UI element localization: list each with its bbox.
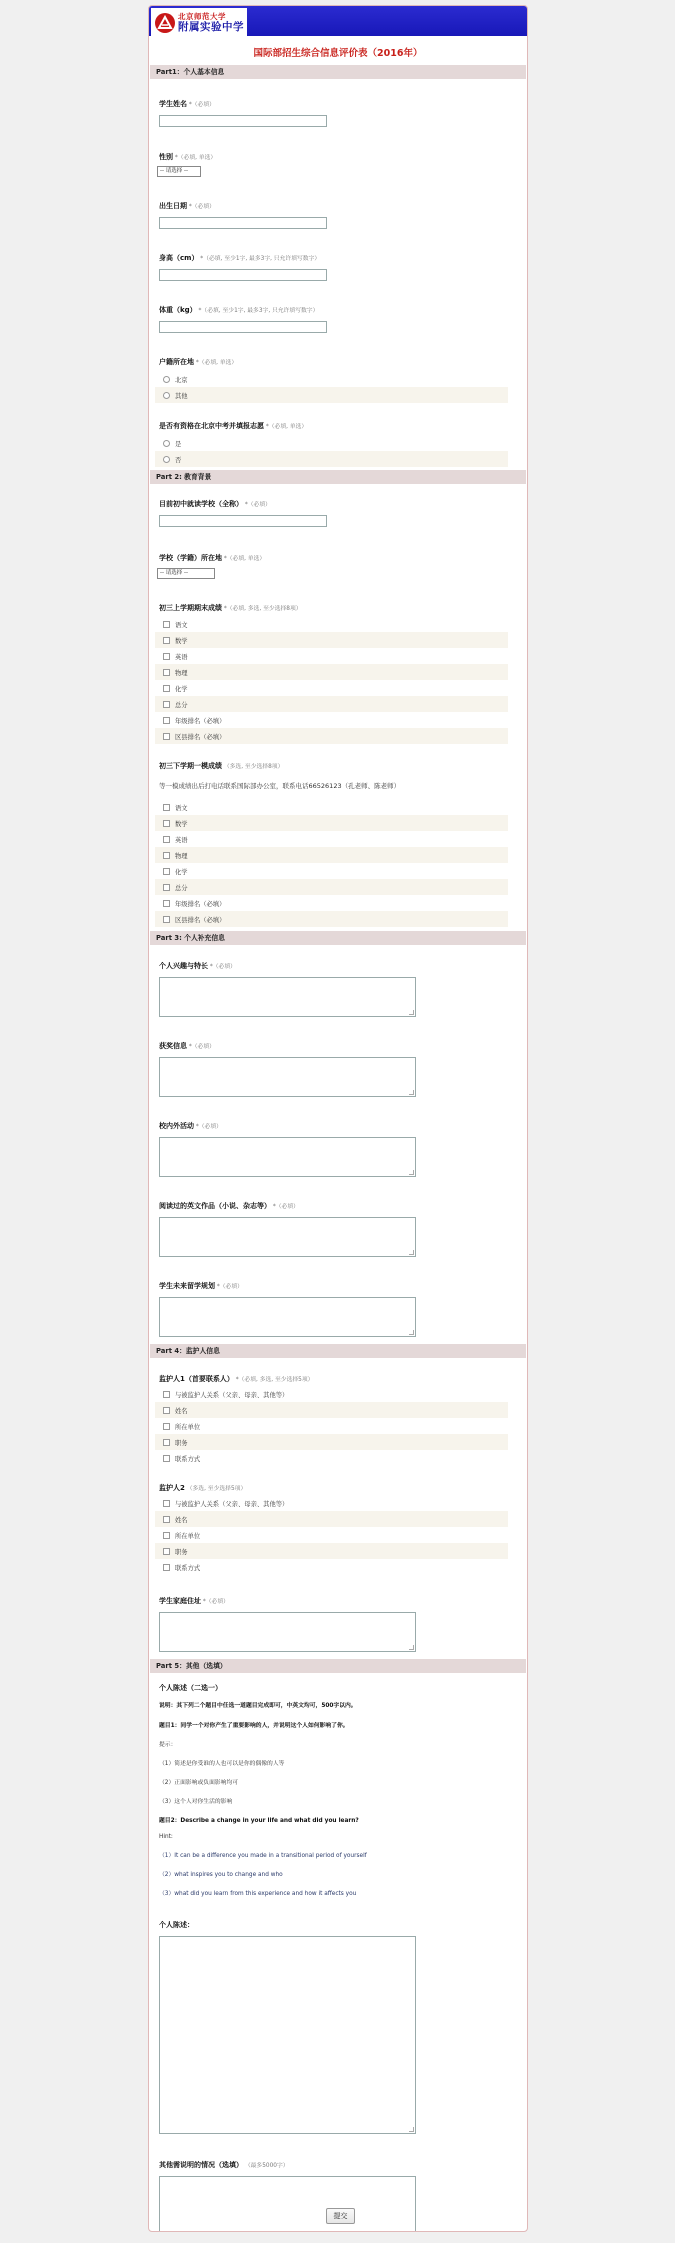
- checkbox-option[interactable]: [155, 1450, 508, 1466]
- option-label: 否: [175, 456, 182, 464]
- question-label: 目前初中就读学校（全称）: [159, 500, 243, 508]
- question-hint: *（必填, 至少1字, 最多3字, 只允许填写数字）: [196, 308, 319, 314]
- question-hint: *（必填）: [187, 102, 215, 108]
- question-label: 获奖信息: [159, 1042, 187, 1050]
- question-label: 学生未来留学规划: [159, 1282, 215, 1290]
- question-label: 个人陈述（二选一）: [159, 1684, 222, 1692]
- option-label: 是: [175, 440, 182, 448]
- option-label: 英语: [175, 653, 188, 661]
- question-label: 体重（kg）: [159, 306, 197, 314]
- checkbox-option[interactable]: [155, 1402, 508, 1418]
- option-label: 职务: [175, 1439, 188, 1447]
- checkbox-option[interactable]: [155, 616, 508, 632]
- checkbox-option[interactable]: [155, 1527, 508, 1543]
- option-label: 数学: [175, 820, 188, 828]
- radio-icon[interactable]: [163, 456, 170, 463]
- question-hint: *（必填）: [243, 502, 271, 508]
- option-label: 年级排名（必填）: [175, 900, 226, 908]
- question-label: 学生姓名: [159, 100, 187, 108]
- question-guardian2: [155, 1475, 527, 1575]
- header-bar: [149, 6, 527, 36]
- option-label: 区县排名（必填）: [175, 916, 226, 924]
- question-hint: *（必填）: [215, 1284, 243, 1290]
- checkbox-option[interactable]: [155, 712, 508, 728]
- statement-instruction: 说明：其下列二个题目中任选一道题目完成即可，中英文均可，500字以内。: [159, 1703, 357, 1709]
- question-label: 阅读过的英文作品（小说、杂志等）: [159, 1202, 271, 1210]
- question-hint: （多选, 至少选择5项）: [184, 1486, 247, 1492]
- activity-textarea[interactable]: [159, 1137, 416, 1177]
- question-hint: *（必填, 至少1字, 最多3字, 只允许填写数字）: [198, 256, 321, 262]
- question-hint: *（必填, 单选）: [194, 360, 238, 366]
- radio-option[interactable]: [155, 387, 508, 403]
- checkbox-icon[interactable]: [163, 621, 170, 628]
- checkbox-icon[interactable]: [163, 1407, 170, 1414]
- checkbox-icon[interactable]: [163, 804, 170, 811]
- award-textarea[interactable]: [159, 1057, 416, 1097]
- checkbox-icon[interactable]: [163, 1391, 170, 1398]
- question-hint: （最多5000字）: [243, 2163, 289, 2169]
- radio-icon[interactable]: [163, 440, 170, 447]
- name-input[interactable]: [159, 115, 327, 127]
- statement-instruction: （3）what did you learn from this experience and how it affects you: [159, 1891, 357, 1897]
- question-hint: *（必填, 多选, 至少选择8项）: [222, 606, 302, 612]
- checkbox-icon[interactable]: [163, 1423, 170, 1430]
- question-plan: [155, 1273, 527, 1337]
- question-hint: *（必填）: [271, 1204, 299, 1210]
- question-label: 身高（cm）: [159, 254, 199, 262]
- question-label: 初三上学期期末成绩: [159, 604, 222, 612]
- option-label: 联系方式: [175, 1564, 201, 1572]
- option-label: 其他: [175, 392, 188, 400]
- checkbox-icon[interactable]: [163, 1532, 170, 1539]
- section-part2: Part 2: 教育背景: [150, 470, 526, 484]
- checkbox-option[interactable]: [155, 911, 508, 927]
- radio-option[interactable]: [155, 435, 508, 451]
- checkbox-option[interactable]: [155, 728, 508, 744]
- checkbox-icon[interactable]: [163, 637, 170, 644]
- checkbox-icon[interactable]: [163, 1548, 170, 1555]
- checkbox-icon[interactable]: [163, 1500, 170, 1507]
- radio-icon[interactable]: [163, 376, 170, 383]
- option-label: 与被监护人关系（父亲、母亲、其他等）: [175, 1500, 289, 1508]
- other-textarea[interactable]: [159, 2176, 416, 2232]
- option-label: 所在单位: [175, 1423, 201, 1431]
- height-input[interactable]: [159, 269, 327, 281]
- option-label: 姓名: [175, 1407, 188, 1415]
- checkbox-option[interactable]: [155, 696, 508, 712]
- question-address: [155, 1588, 527, 1652]
- question-reading: [155, 1193, 527, 1257]
- checkbox-option[interactable]: [155, 1434, 508, 1450]
- checkbox-option[interactable]: [155, 1511, 508, 1527]
- checkbox-option[interactable]: [155, 1543, 508, 1559]
- option-label: 职务: [175, 1548, 188, 1556]
- question-hint: *（必填）: [201, 1599, 229, 1605]
- checkbox-option[interactable]: [155, 680, 508, 696]
- checkbox-icon[interactable]: [163, 1516, 170, 1523]
- option-label: 数学: [175, 637, 188, 645]
- statement-textarea[interactable]: [159, 1936, 416, 2134]
- checkbox-option[interactable]: [155, 1495, 508, 1511]
- checkbox-option[interactable]: [155, 815, 508, 831]
- question-label: 个人兴趣与特长: [159, 962, 208, 970]
- form-title: 国际部招生综合信息评价表（2016年）: [253, 48, 423, 59]
- checkbox-option[interactable]: [155, 1418, 508, 1434]
- checkbox-option[interactable]: [155, 863, 508, 879]
- question-grade3-final: [155, 595, 527, 744]
- question-exam: [155, 413, 527, 467]
- option-label: 所在单位: [175, 1532, 201, 1540]
- hobby-textarea[interactable]: [159, 977, 416, 1017]
- question-label: 其他需说明的情况（选填）: [159, 2161, 243, 2169]
- weight-input[interactable]: [159, 321, 327, 333]
- logo-line1: 北京师范大学: [178, 12, 226, 21]
- question-label: 学校（学籍）所在地: [159, 554, 222, 562]
- option-label: 北京: [175, 376, 188, 384]
- school-location-select[interactable]: -- 请选择 --: [157, 568, 215, 579]
- question-weight: [155, 297, 527, 333]
- question-label: 监护人2: [159, 1484, 185, 1492]
- question-birth: [155, 193, 527, 229]
- question-school: [155, 491, 527, 527]
- question-label: 户籍所在地: [159, 358, 194, 366]
- checkbox-option[interactable]: [155, 847, 508, 863]
- checkbox-option[interactable]: [155, 1559, 508, 1575]
- statement-instruction: （1）简述是你受谁的人也可以是你的偶像的人等: [159, 1761, 285, 1767]
- question-huji: [155, 349, 527, 403]
- question-hint: *（必填, 多选, 至少选择5项）: [233, 1377, 314, 1383]
- option-label: 语文: [175, 804, 188, 812]
- section-part4: Part 4：监护人信息: [150, 1344, 526, 1358]
- school-emblem-icon: [154, 12, 176, 34]
- question-hobby: [155, 953, 527, 1017]
- submit-button[interactable]: 提交: [326, 2208, 355, 2224]
- question-gender: [155, 144, 527, 177]
- option-label: 与被监护人关系（父亲、母亲、其他等）: [175, 1391, 289, 1399]
- checkbox-icon[interactable]: [163, 685, 170, 692]
- statement-instruction: 题目2：Describe a change in your life and what did you learn?: [159, 1818, 359, 1824]
- option-label: 年级排名（必填）: [175, 717, 226, 725]
- question-hint: *（必填）: [194, 1124, 222, 1130]
- option-label: 语文: [175, 621, 188, 629]
- question-label: 校内外活动: [159, 1122, 194, 1130]
- option-label: 区县排名（必填）: [175, 733, 226, 741]
- question-hint: *（必填, 单选）: [264, 424, 308, 430]
- checkbox-icon[interactable]: [163, 916, 170, 923]
- radio-icon[interactable]: [163, 392, 170, 399]
- option-label: 姓名: [175, 1516, 188, 1524]
- school-logo: [151, 8, 247, 37]
- checkbox-icon[interactable]: [163, 884, 170, 891]
- option-label: 总分: [175, 884, 188, 892]
- address-textarea[interactable]: [159, 1612, 416, 1652]
- question-label: 学生家庭住址: [159, 1597, 201, 1605]
- plan-textarea[interactable]: [159, 1297, 416, 1337]
- statement-instruction: （1）It can be a difference you made in a transitional period of yourself: [159, 1853, 367, 1859]
- question-label: 个人陈述：: [159, 1921, 194, 1929]
- checkbox-icon[interactable]: [163, 868, 170, 875]
- option-label: 物理: [175, 852, 188, 860]
- checkbox-icon[interactable]: [163, 653, 170, 660]
- checkbox-option[interactable]: [155, 1386, 508, 1402]
- statement-instruction: （2）what inspires you to change and who: [159, 1872, 283, 1878]
- checkbox-icon[interactable]: [163, 836, 170, 843]
- school-input[interactable]: [159, 515, 327, 527]
- checkbox-icon[interactable]: [163, 717, 170, 724]
- question-grade3-mock: [155, 753, 527, 927]
- reading-textarea[interactable]: [159, 1217, 416, 1257]
- question-label: 监护人1（首要联系人）: [159, 1375, 234, 1383]
- checkbox-icon[interactable]: [163, 820, 170, 827]
- statement-instruction: 提示：: [159, 1742, 177, 1748]
- checkbox-icon[interactable]: [163, 852, 170, 859]
- question-statement: [155, 1683, 527, 1897]
- question-guardian1: [155, 1366, 527, 1466]
- question-label: 初三下学期一模成绩: [159, 762, 222, 770]
- section-part5: Part 5：其他（选填）: [150, 1659, 526, 1673]
- question-statement-box: [155, 1912, 527, 2134]
- option-label: 总分: [175, 701, 188, 709]
- option-label: 英语: [175, 836, 188, 844]
- checkbox-option[interactable]: [155, 664, 508, 680]
- option-label: 化学: [175, 685, 188, 693]
- checkbox-option[interactable]: [155, 895, 508, 911]
- checkbox-option[interactable]: [155, 831, 508, 847]
- checkbox-icon[interactable]: [163, 733, 170, 740]
- option-label: 物理: [175, 669, 188, 677]
- section-part3: Part 3: 个人补充信息: [150, 931, 526, 945]
- statement-instruction: （3）这个人对你生活的影响: [159, 1799, 233, 1805]
- checkbox-icon[interactable]: [163, 1564, 170, 1571]
- question-activity: [155, 1113, 527, 1177]
- birth-date-input[interactable]: [159, 217, 327, 229]
- question-hint: *（必填）: [187, 1044, 215, 1050]
- question-height: [155, 245, 527, 281]
- checkbox-icon[interactable]: [163, 701, 170, 708]
- question-label: 出生日期: [159, 202, 187, 210]
- question-hint: （多选, 至少选择8项）: [222, 764, 284, 770]
- question-hint: *（必填）: [187, 204, 215, 210]
- checkbox-option[interactable]: [155, 799, 508, 815]
- radio-option[interactable]: [155, 371, 508, 387]
- checkbox-icon[interactable]: [163, 900, 170, 907]
- question-name: [155, 91, 527, 127]
- checkbox-icon[interactable]: [163, 669, 170, 676]
- checkbox-option[interactable]: [155, 648, 508, 664]
- statement-instruction: Hint:: [159, 1834, 173, 1840]
- question-school-location: [155, 545, 527, 579]
- question-hint: *（必填, 单选）: [173, 155, 217, 161]
- question-hint: *（必填）: [208, 964, 236, 970]
- checkbox-icon[interactable]: [163, 1455, 170, 1462]
- form-page: [148, 5, 528, 2232]
- checkbox-option[interactable]: [155, 879, 508, 895]
- option-label: 化学: [175, 868, 188, 876]
- question-label: 性别: [159, 153, 173, 161]
- question-award: [155, 1033, 527, 1097]
- statement-instruction: （2）正面影响或负面影响均可: [159, 1780, 239, 1786]
- radio-option[interactable]: [155, 451, 508, 467]
- statement-instruction: 题目1：同学一个对你产生了重要影响的人，并说明这个人如何影响了你。: [159, 1723, 349, 1729]
- section-part1: Part1：个人基本信息: [150, 65, 526, 79]
- gender-select[interactable]: -- 请选择 --: [157, 166, 201, 177]
- question-hint: *（必填, 单选）: [222, 556, 266, 562]
- checkbox-option[interactable]: [155, 632, 508, 648]
- mock-exam-note: 等一模成绩出后打电话联系国际部办公室，联系电话66526123（孔老师、陈老师）: [159, 782, 401, 790]
- question-label: 是否有资格在北京中考并填报志愿: [159, 422, 264, 430]
- option-label: 联系方式: [175, 1455, 201, 1463]
- logo-line2: 附属实验中学: [178, 20, 244, 33]
- checkbox-icon[interactable]: [163, 1439, 170, 1446]
